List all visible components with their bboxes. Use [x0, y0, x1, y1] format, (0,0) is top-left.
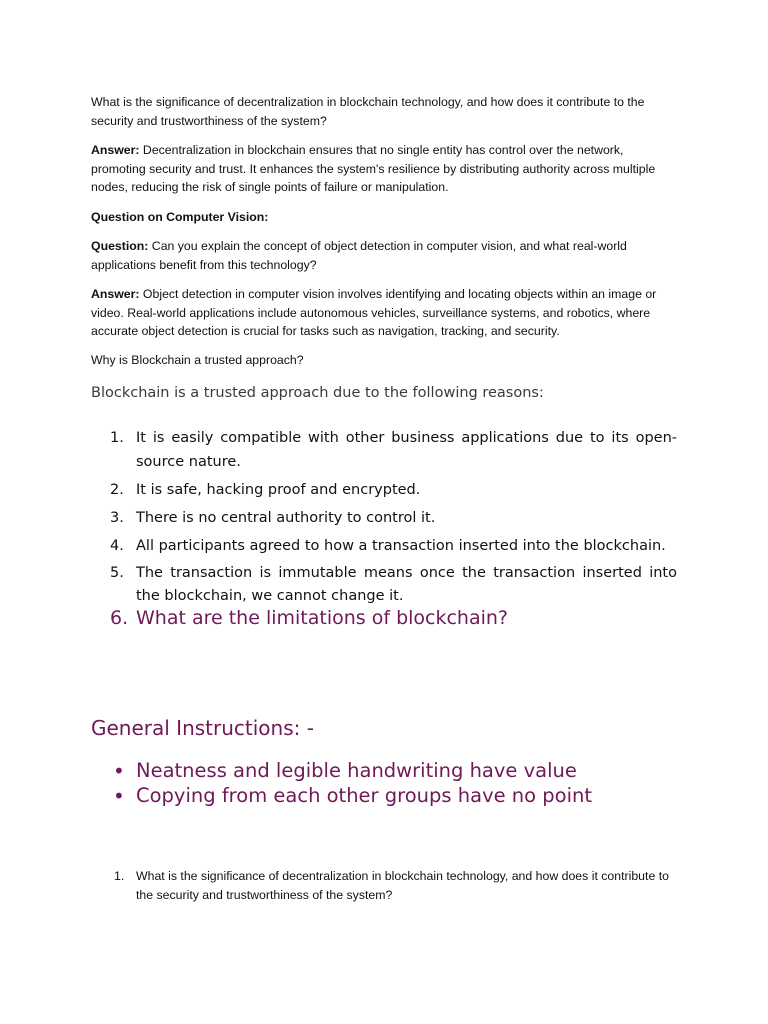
instruction-text: Neatness and legible handwriting have value — [136, 759, 577, 782]
limitations-question — [91, 606, 677, 630]
reason-text: It is safe, hacking proof and encrypted. — [136, 482, 421, 498]
answer-label: Answer: — [91, 287, 140, 301]
reason-text: All participants agreed to how a transaction inserted into the blockchain. — [136, 538, 666, 554]
answer-text: Object detection in computer vision involves identifying and locating objects within an image or video. Real-world applications include autonomous vehicles, surveillance systems, and robotics, where accurate object detection is crucial for tasks such as navigation, tracking, and security. — [91, 287, 657, 338]
instruction-text: Copying from each other groups have no point — [136, 783, 593, 807]
answer-text: Decentralization in blockchain ensures that no single entity has control over the network, promoting security and trust. It enhances the system's resilience by distributing authority across multiple nodes, reducing the risk of single points of failure or manipulation. — [91, 143, 656, 194]
answer-decentralization — [91, 141, 681, 197]
reason-item — [91, 478, 677, 502]
reason-item — [91, 506, 677, 530]
reason-text: There is no central authority to control it. — [136, 510, 436, 526]
instruction-item — [91, 784, 681, 809]
cv-question — [91, 237, 681, 274]
reason-text: The transaction is immutable means once the transaction inserted into the blockchain, we cannot change it. — [136, 565, 677, 604]
question-label: Question: — [91, 239, 149, 253]
reason-item — [91, 426, 677, 474]
limitations-text: What are the limitations of blockchain? — [136, 607, 509, 629]
question-number: 1. — [114, 869, 125, 883]
instructions-list — [91, 759, 681, 808]
cv-answer — [91, 285, 681, 341]
answer-label: Answer: — [91, 143, 140, 157]
reason-item — [91, 562, 677, 608]
bullet-icon: • — [113, 759, 125, 783]
bullet-icon: • — [113, 783, 125, 808]
instruction-item — [91, 759, 681, 784]
question-text: What is the significance of decentralization in blockchain technology, and how does it contribute to the security and trustworthiness of the system? — [136, 869, 669, 902]
question-text: Can you explain the concept of object detection in computer vision, and what real-world applications benefit from this technology? — [91, 239, 627, 272]
cv-heading — [91, 208, 681, 227]
cv-heading-text: Question on Computer Vision: — [91, 210, 269, 224]
reasons-list — [91, 426, 677, 630]
final-question — [91, 867, 681, 904]
reason-number: 2. — [110, 482, 124, 498]
intro-question: What is the significance of decentralization in blockchain technology, and how does it contribute to the security and trustworthiness of the system? — [91, 95, 645, 128]
general-instructions-title: General Instructions: - — [91, 716, 314, 740]
reason-number: 3. — [110, 510, 124, 526]
reason-number: 1. — [110, 430, 124, 446]
reason-number: 6. — [110, 607, 129, 629]
reasons-intro: Blockchain is a trusted approach due to the following reasons: — [91, 385, 544, 401]
reason-number: 5. — [110, 565, 124, 581]
reason-item — [91, 534, 677, 558]
reason-text: It is easily compatible with other business applications due to its open-source nature. — [136, 430, 677, 470]
reason-number: 4. — [110, 538, 124, 554]
why-question: Why is Blockchain a trusted approach? — [91, 353, 304, 367]
